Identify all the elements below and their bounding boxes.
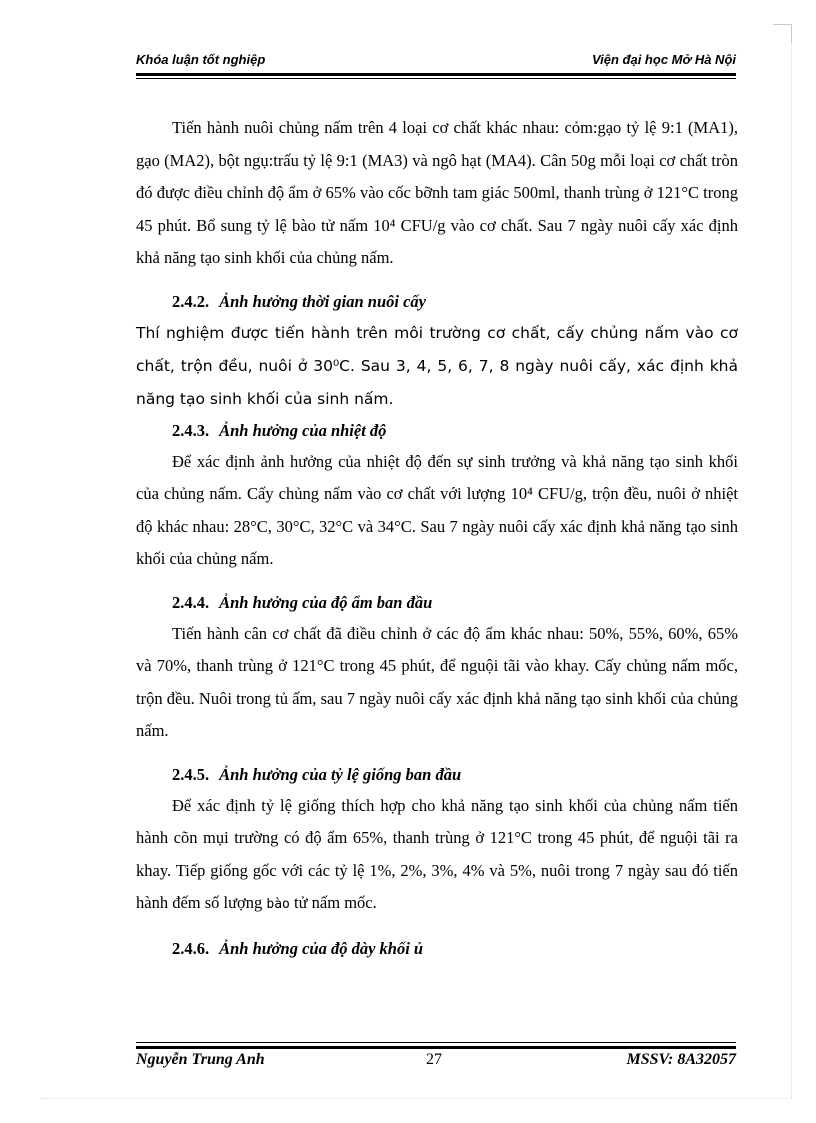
page-border-bottom (40, 1098, 792, 1099)
section-title: Ảnh hưởng của độ dày khối ủ (219, 938, 424, 958)
section-title: Ảnh hưởng thời gian nuôi cấy (219, 291, 426, 311)
footer-rule-thick (136, 1046, 736, 1049)
section-2-4-4-paragraph: Tiến hành cân cơ chất đã điều chỉnh ở các độ ẩm khác nhau: 50%, 55%, 60%, 65% và 70%, thanh trùng ở 121°C trong 45 phút, để nguội tãi vào khay. Cấy chủng nấm mốc, trộn đều. Nuôi trong tủ ấm, sau 7 ngày nuôi cấy xác định khả năng tạo sinh khối của chủng nấm. (136, 623, 738, 740)
section-number: 2.4.5. (172, 764, 210, 784)
page-number: 27 (426, 1051, 442, 1068)
section-number: 2.4.3. (172, 420, 210, 440)
page-border-right (791, 44, 792, 1099)
header-thesis-label: Khóa luận tốt nghiệp (136, 52, 266, 67)
intro-paragraph: Tiến hành nuôi chủng nấm trên 4 loại cơ chất khác nhau: cỏm:gạo tỷ lệ 9:1 (MA1), gạo (MA2), bột ngụ:trấu tỷ lệ 9:1 (MA3) và ngô hạt (MA4). Cân 50g mỗi loại cơ chất tròn đó được điều chỉnh độ ẩm ở 65% vào cốc bỡnh tam giác 500ml, thanh trùng ở 121°C trong 45 phút. Bổ sung tỷ lệ bào tử nấm 10⁴ CFU/g vào cơ chất. Sau 7 ngày nuôi cấy xác định khả năng tạo sinh khối của chủng nấm. (136, 118, 738, 267)
paragraph-text-mono: bào (266, 897, 290, 912)
footer-author: Nguyễn Trung Anh (136, 1051, 265, 1068)
paragraph-text: Để xác định tỷ lệ giống thích hợp cho khả năng tạo sinh khối của chủng nấm tiến hành cõn mụi trường có độ ẩm 65%, thanh trùng ở 121°C trong 45 phút, để nguội tãi ra khay. Tiếp giống gốc với các tỷ lệ 1%, 2%, 3%, 4% và 5%, nuôi trong 7 ngày sau đó tiến hành đếm số lượng (136, 795, 738, 912)
section-heading-2-4-6 (136, 934, 738, 964)
header-institution: Viện đại học Mở Hà Nội (591, 52, 736, 67)
section-number: 2.4.4. (172, 592, 210, 612)
header-rule-thin (136, 78, 736, 79)
footer-rule-thin (136, 1042, 736, 1043)
section-title: Ảnh hưởng của nhiệt độ (219, 420, 387, 440)
header-rule-thick (136, 73, 736, 76)
page-content (136, 112, 738, 964)
section-2-4-3-paragraph: Để xác định ảnh hưởng của nhiệt độ đến sự sinh trưởng và khả năng tạo sinh khối của chủng nấm. Cấy chủng nấm vào cơ chất với lượng 10⁴ CFU/g, trộn đều, nuôi ở nhiệt độ khác nhau: 28°C, 30°C, 32°C và 34°C. Sau 7 ngày nuôi cấy xác định khả năng tạo sinh khối của chủng nấm. (136, 451, 738, 568)
section-number: 2.4.2. (172, 291, 210, 311)
page-border-corner (773, 24, 792, 43)
footer-student-id: MSSV: 8A32057 (626, 1051, 736, 1068)
page-footer (136, 1051, 736, 1073)
section-2-4-2-paragraph: Thí nghiệm được tiến hành trên môi trường cơ chất, cấy chủng nấm vào cơ chất, trộn đều, nuôi ở 30⁰C. Sau 3, 4, 5, 6, 7, 8 ngày nuôi cấy, xác định khả năng tạo sinh khối của sinh nấm. (136, 323, 738, 408)
section-title: Ảnh hưởng của tỷ lệ giống ban đầu (219, 764, 462, 784)
section-title: Ảnh hưởng của độ ẩm ban đầu (219, 592, 433, 612)
section-2-4-5-paragraph (136, 790, 738, 922)
paragraph-text: tử nấm mốc. (289, 893, 377, 912)
section-heading-2-4-2 (136, 287, 738, 317)
section-heading-2-4-5 (136, 760, 738, 790)
section-heading-2-4-3 (136, 416, 738, 446)
section-number: 2.4.6. (172, 938, 210, 958)
section-heading-2-4-4 (136, 588, 738, 618)
page-header (136, 52, 736, 74)
